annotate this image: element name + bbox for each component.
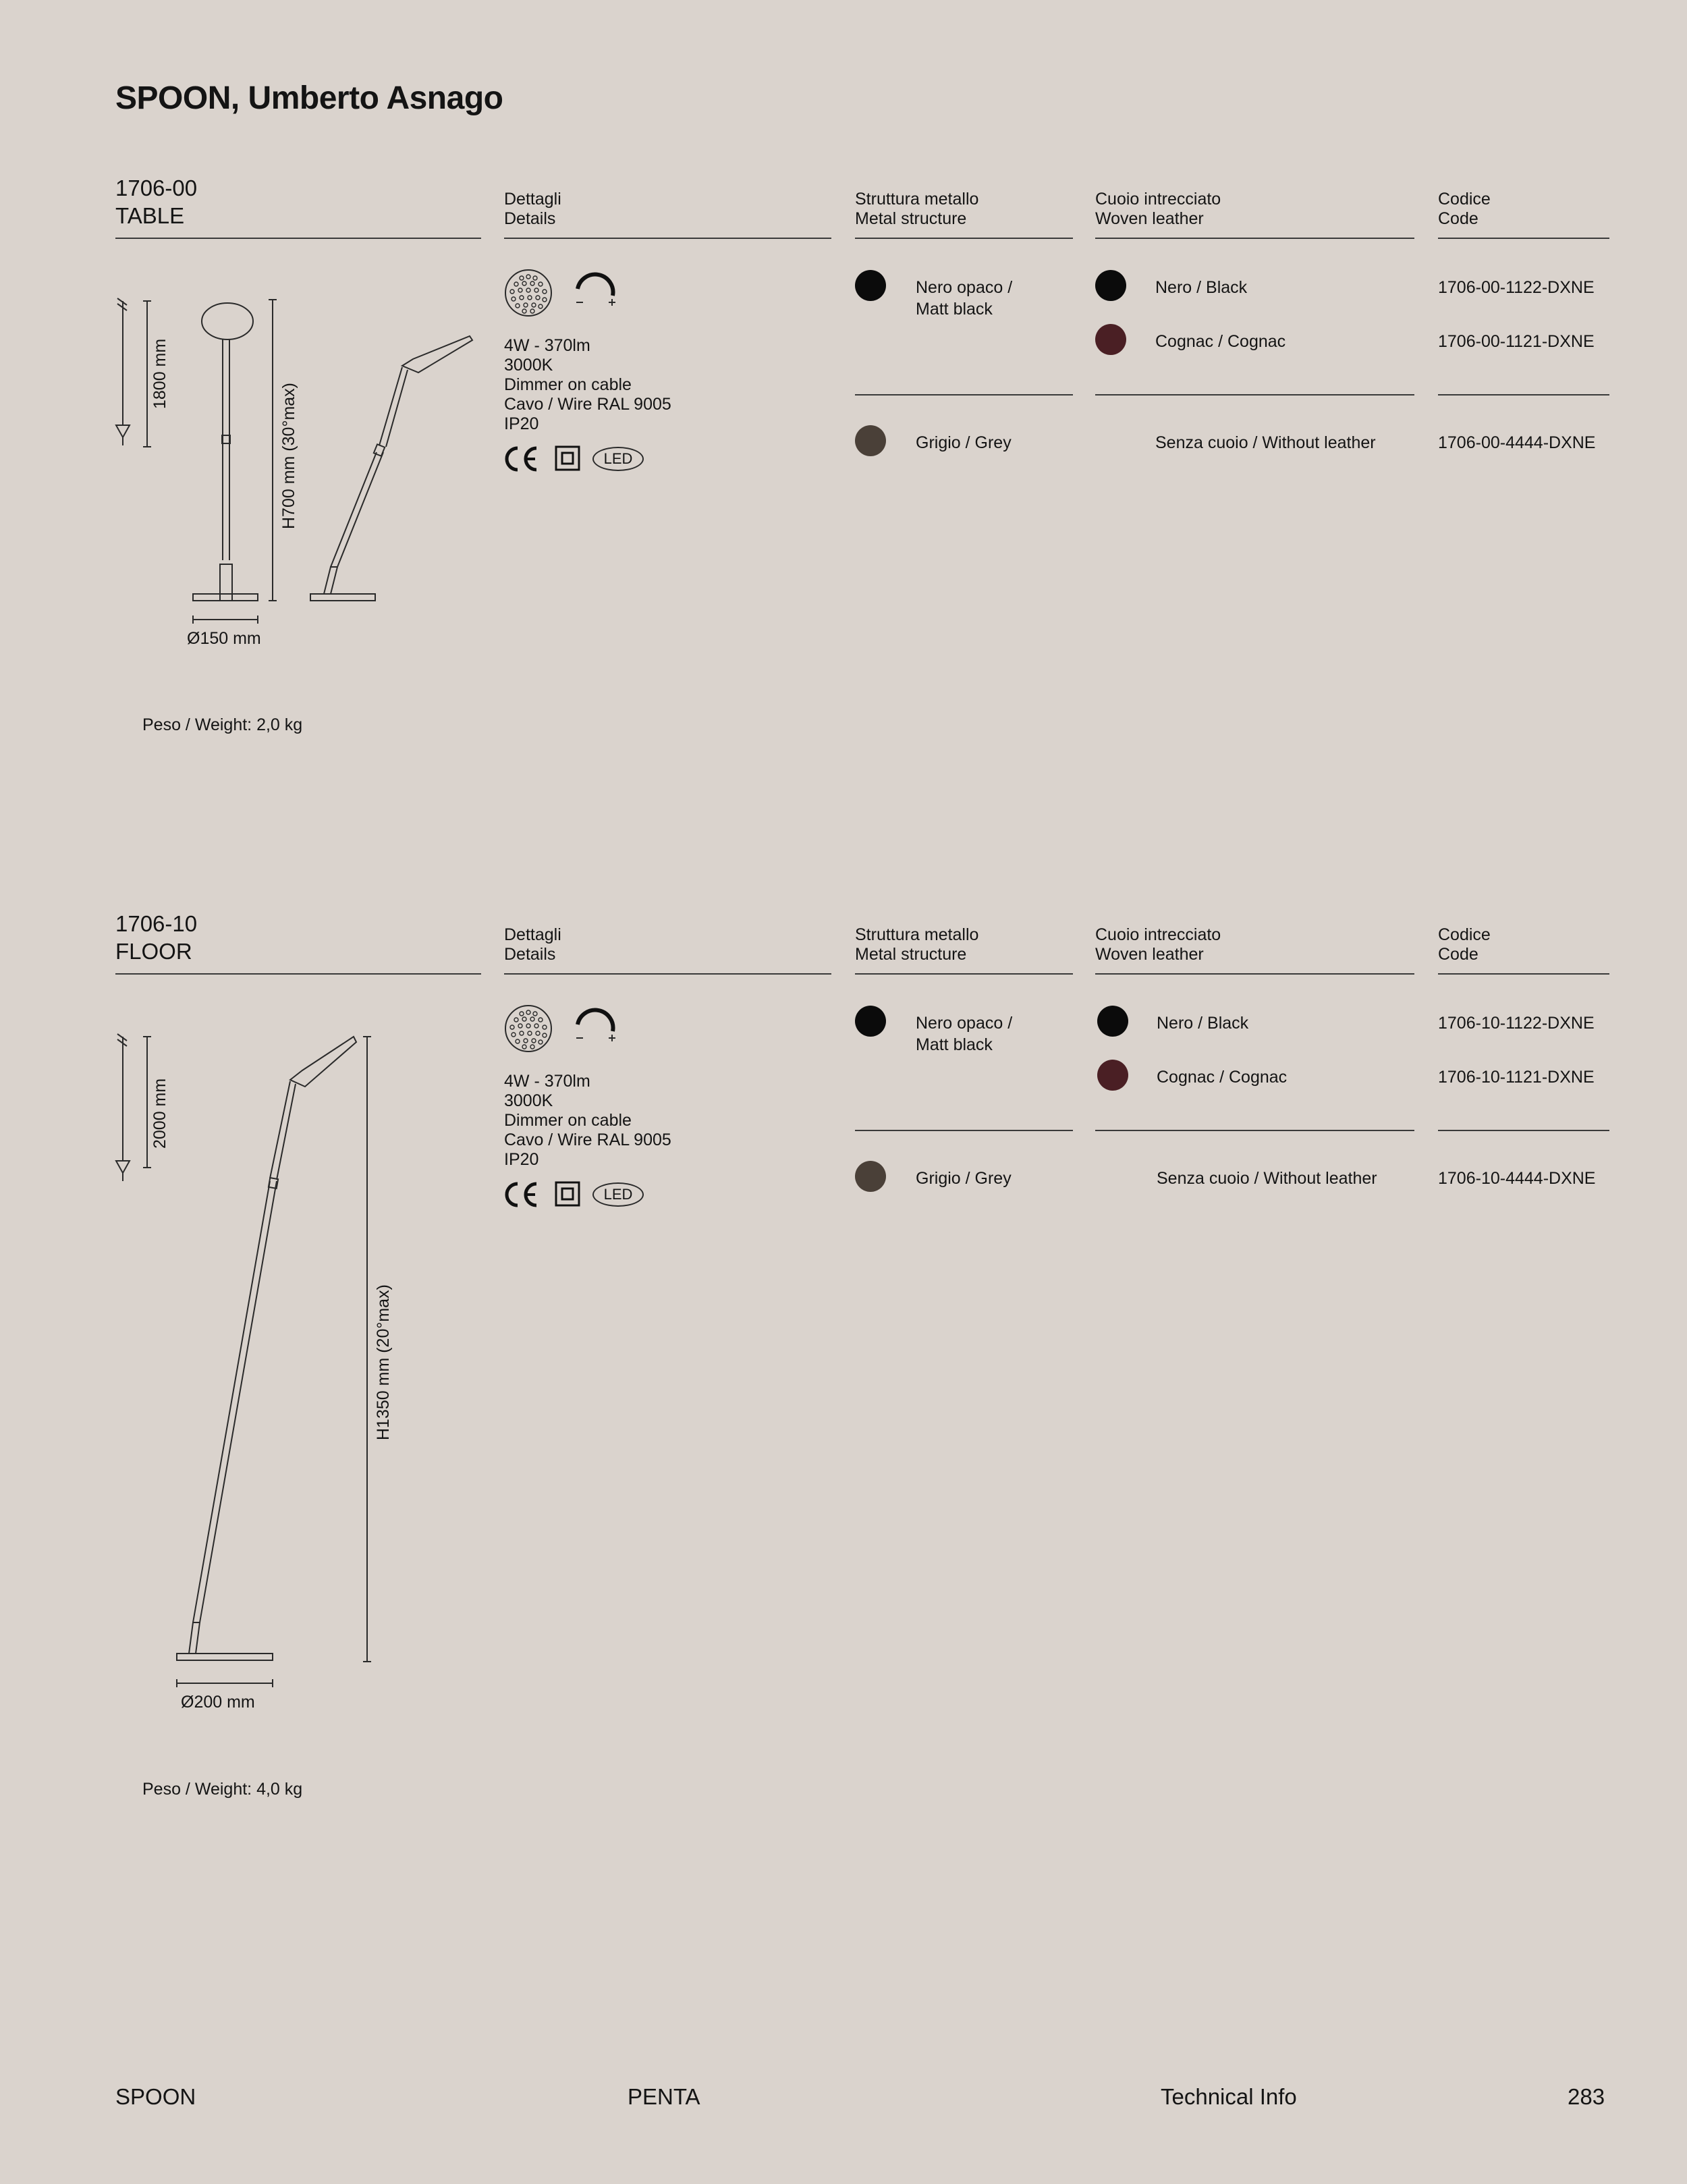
- leather-option-label: Senza cuoio / Without leather: [1157, 1169, 1377, 1188]
- leather-header-it: Cuoio intrecciato: [1095, 190, 1221, 209]
- structure-option: [916, 278, 1012, 319]
- lamp-base-side: [177, 1654, 273, 1660]
- ce-mark-icon: [504, 1181, 541, 1208]
- code-header-en: Code: [1438, 945, 1478, 964]
- structure-option-label-en: Matt black: [916, 300, 993, 319]
- structure-option-label: Grigio / Grey: [916, 433, 1012, 452]
- divider: [855, 1130, 1073, 1131]
- swatch-grey: [855, 425, 886, 456]
- page-title: SPOON, Umberto Asnago: [115, 80, 503, 116]
- specs-list: [504, 335, 671, 433]
- structure-header: [855, 925, 978, 964]
- plug-icon: [116, 1151, 130, 1181]
- leather-option-label: Nero / Black: [1157, 1014, 1249, 1033]
- leather-header: [1095, 925, 1221, 964]
- product-code: 1706-00: [115, 175, 198, 200]
- details-header: [504, 190, 561, 229]
- swatch-leather-black: [1095, 270, 1126, 301]
- dimmer-icon: [571, 271, 625, 312]
- leather-option-label: Cognac / Cognac: [1157, 1068, 1288, 1087]
- structure-option-label: Nero opaco /: [916, 1014, 1013, 1033]
- product-type: FLOOR: [115, 939, 192, 964]
- divider: [1438, 973, 1609, 975]
- led-badge-icon: LED: [592, 447, 644, 471]
- spec-ip: IP20: [504, 414, 539, 433]
- leather-header-en: Woven leather: [1095, 209, 1204, 228]
- leather-option-label: Nero / Black: [1155, 278, 1248, 297]
- structure-header-en: Metal structure: [855, 945, 967, 964]
- article-code: 1706-10-1121-DXNE: [1438, 1068, 1595, 1087]
- weight-label: Peso / Weight: 4,0 kg: [142, 1780, 303, 1799]
- divider: [855, 973, 1073, 975]
- double-insulation-icon: [555, 1181, 582, 1208]
- page-number: 283: [1568, 2084, 1605, 2109]
- spec-wire: Cavo / Wire RAL 9005: [504, 395, 671, 414]
- article-code: 1706-10-4444-DXNE: [1438, 1169, 1596, 1188]
- article-code: 1706-10-1122-DXNE: [1438, 1014, 1595, 1033]
- ce-mark-icon: [504, 445, 541, 472]
- article-code: 1706-00-1121-DXNE: [1438, 332, 1595, 351]
- lamp-head-front: [202, 303, 253, 339]
- swatch-leather-cognac: [1095, 324, 1126, 355]
- article-code: 1706-00-4444-DXNE: [1438, 433, 1596, 452]
- weight-label: Peso / Weight: 2,0 kg: [142, 715, 303, 734]
- lamp-base-front: [193, 594, 258, 601]
- structure-header-en: Metal structure: [855, 209, 967, 228]
- spec-ip: IP20: [504, 1150, 539, 1169]
- divider: [115, 238, 481, 239]
- swatch-leather-cognac: [1097, 1060, 1128, 1091]
- divider: [1095, 238, 1414, 239]
- dimmer-icon: [571, 1007, 625, 1047]
- footer-brand: PENTA: [628, 2084, 700, 2109]
- code-header: [1438, 925, 1491, 964]
- code-header-en: Code: [1438, 209, 1478, 228]
- divider: [504, 238, 831, 239]
- divider: [855, 394, 1073, 395]
- double-insulation-icon: [555, 445, 582, 472]
- details-header-it: Dettagli: [504, 190, 561, 209]
- divider: [1438, 238, 1609, 239]
- lamp-base-side: [310, 594, 375, 601]
- height-label: H1350 mm (20°max): [374, 1284, 393, 1440]
- height-label: H700 mm (30°max): [279, 383, 298, 529]
- spec-power: 4W - 370lm: [504, 336, 590, 355]
- plug-icon: [116, 416, 130, 445]
- details-header-it: Dettagli: [504, 925, 561, 944]
- details-header: [504, 925, 561, 964]
- divider: [1438, 1130, 1609, 1131]
- leather-header-it: Cuoio intrecciato: [1095, 925, 1221, 944]
- product-type: TABLE: [115, 203, 185, 228]
- specs-list: [504, 1070, 671, 1168]
- lamp-arm-side: [379, 367, 402, 445]
- cable-length-label: 2000 mm: [150, 1078, 169, 1149]
- leather-option-label: Cognac / Cognac: [1155, 332, 1286, 351]
- spec-temperature: 3000K: [504, 1091, 553, 1110]
- structure-option: [916, 1014, 1012, 1055]
- cable-length-label: 1800 mm: [150, 338, 169, 409]
- divider: [504, 973, 831, 975]
- leather-option-label: Senza cuoio / Without leather: [1155, 433, 1376, 452]
- product-code: 1706-10: [115, 911, 198, 936]
- footer-product: SPOON: [115, 2084, 196, 2109]
- details-header-en: Details: [504, 209, 556, 228]
- lamp-stem: [193, 1181, 270, 1622]
- table-lamp-drawing: [108, 283, 405, 634]
- divider: [1438, 394, 1609, 395]
- led-badge-icon: LED: [592, 1182, 644, 1207]
- spec-dimmer: Dimmer on cable: [504, 375, 632, 394]
- spec-wire: Cavo / Wire RAL 9005: [504, 1130, 671, 1149]
- swatch-leather-black: [1097, 1006, 1128, 1037]
- code-header-it: Codice: [1438, 925, 1491, 944]
- divider: [1095, 1130, 1414, 1131]
- leather-header-en: Woven leather: [1095, 945, 1204, 964]
- structure-header: [855, 190, 978, 229]
- led-matrix-icon: [504, 269, 553, 317]
- swatch-grey: [855, 1161, 886, 1192]
- code-header: [1438, 190, 1491, 229]
- lamp-head-side: [402, 336, 472, 373]
- leather-header: [1095, 190, 1221, 229]
- divider: [1095, 973, 1414, 975]
- footer-section: Technical Info: [1161, 2084, 1297, 2109]
- base-diameter-label: Ø150 mm: [187, 629, 261, 648]
- details-header-en: Details: [504, 945, 556, 964]
- divider: [115, 973, 481, 975]
- divider: [855, 238, 1073, 239]
- base-diameter-label: Ø200 mm: [181, 1693, 255, 1712]
- swatch-matt-black: [855, 270, 886, 301]
- divider: [1095, 394, 1414, 395]
- structure-option-label-en: Matt black: [916, 1035, 993, 1054]
- code-header-it: Codice: [1438, 190, 1491, 209]
- structure-option-label: Nero opaco /: [916, 278, 1013, 297]
- structure-option-label: Grigio / Grey: [916, 1169, 1012, 1188]
- led-matrix-icon: [504, 1004, 553, 1053]
- spec-temperature: 3000K: [504, 356, 553, 375]
- spec-power: 4W - 370lm: [504, 1072, 590, 1091]
- swatch-matt-black: [855, 1006, 886, 1037]
- article-code: 1706-00-1122-DXNE: [1438, 278, 1595, 297]
- structure-header-it: Struttura metallo: [855, 190, 979, 209]
- spec-dimmer: Dimmer on cable: [504, 1111, 632, 1130]
- structure-header-it: Struttura metallo: [855, 925, 979, 944]
- lamp-head-side: [290, 1037, 356, 1087]
